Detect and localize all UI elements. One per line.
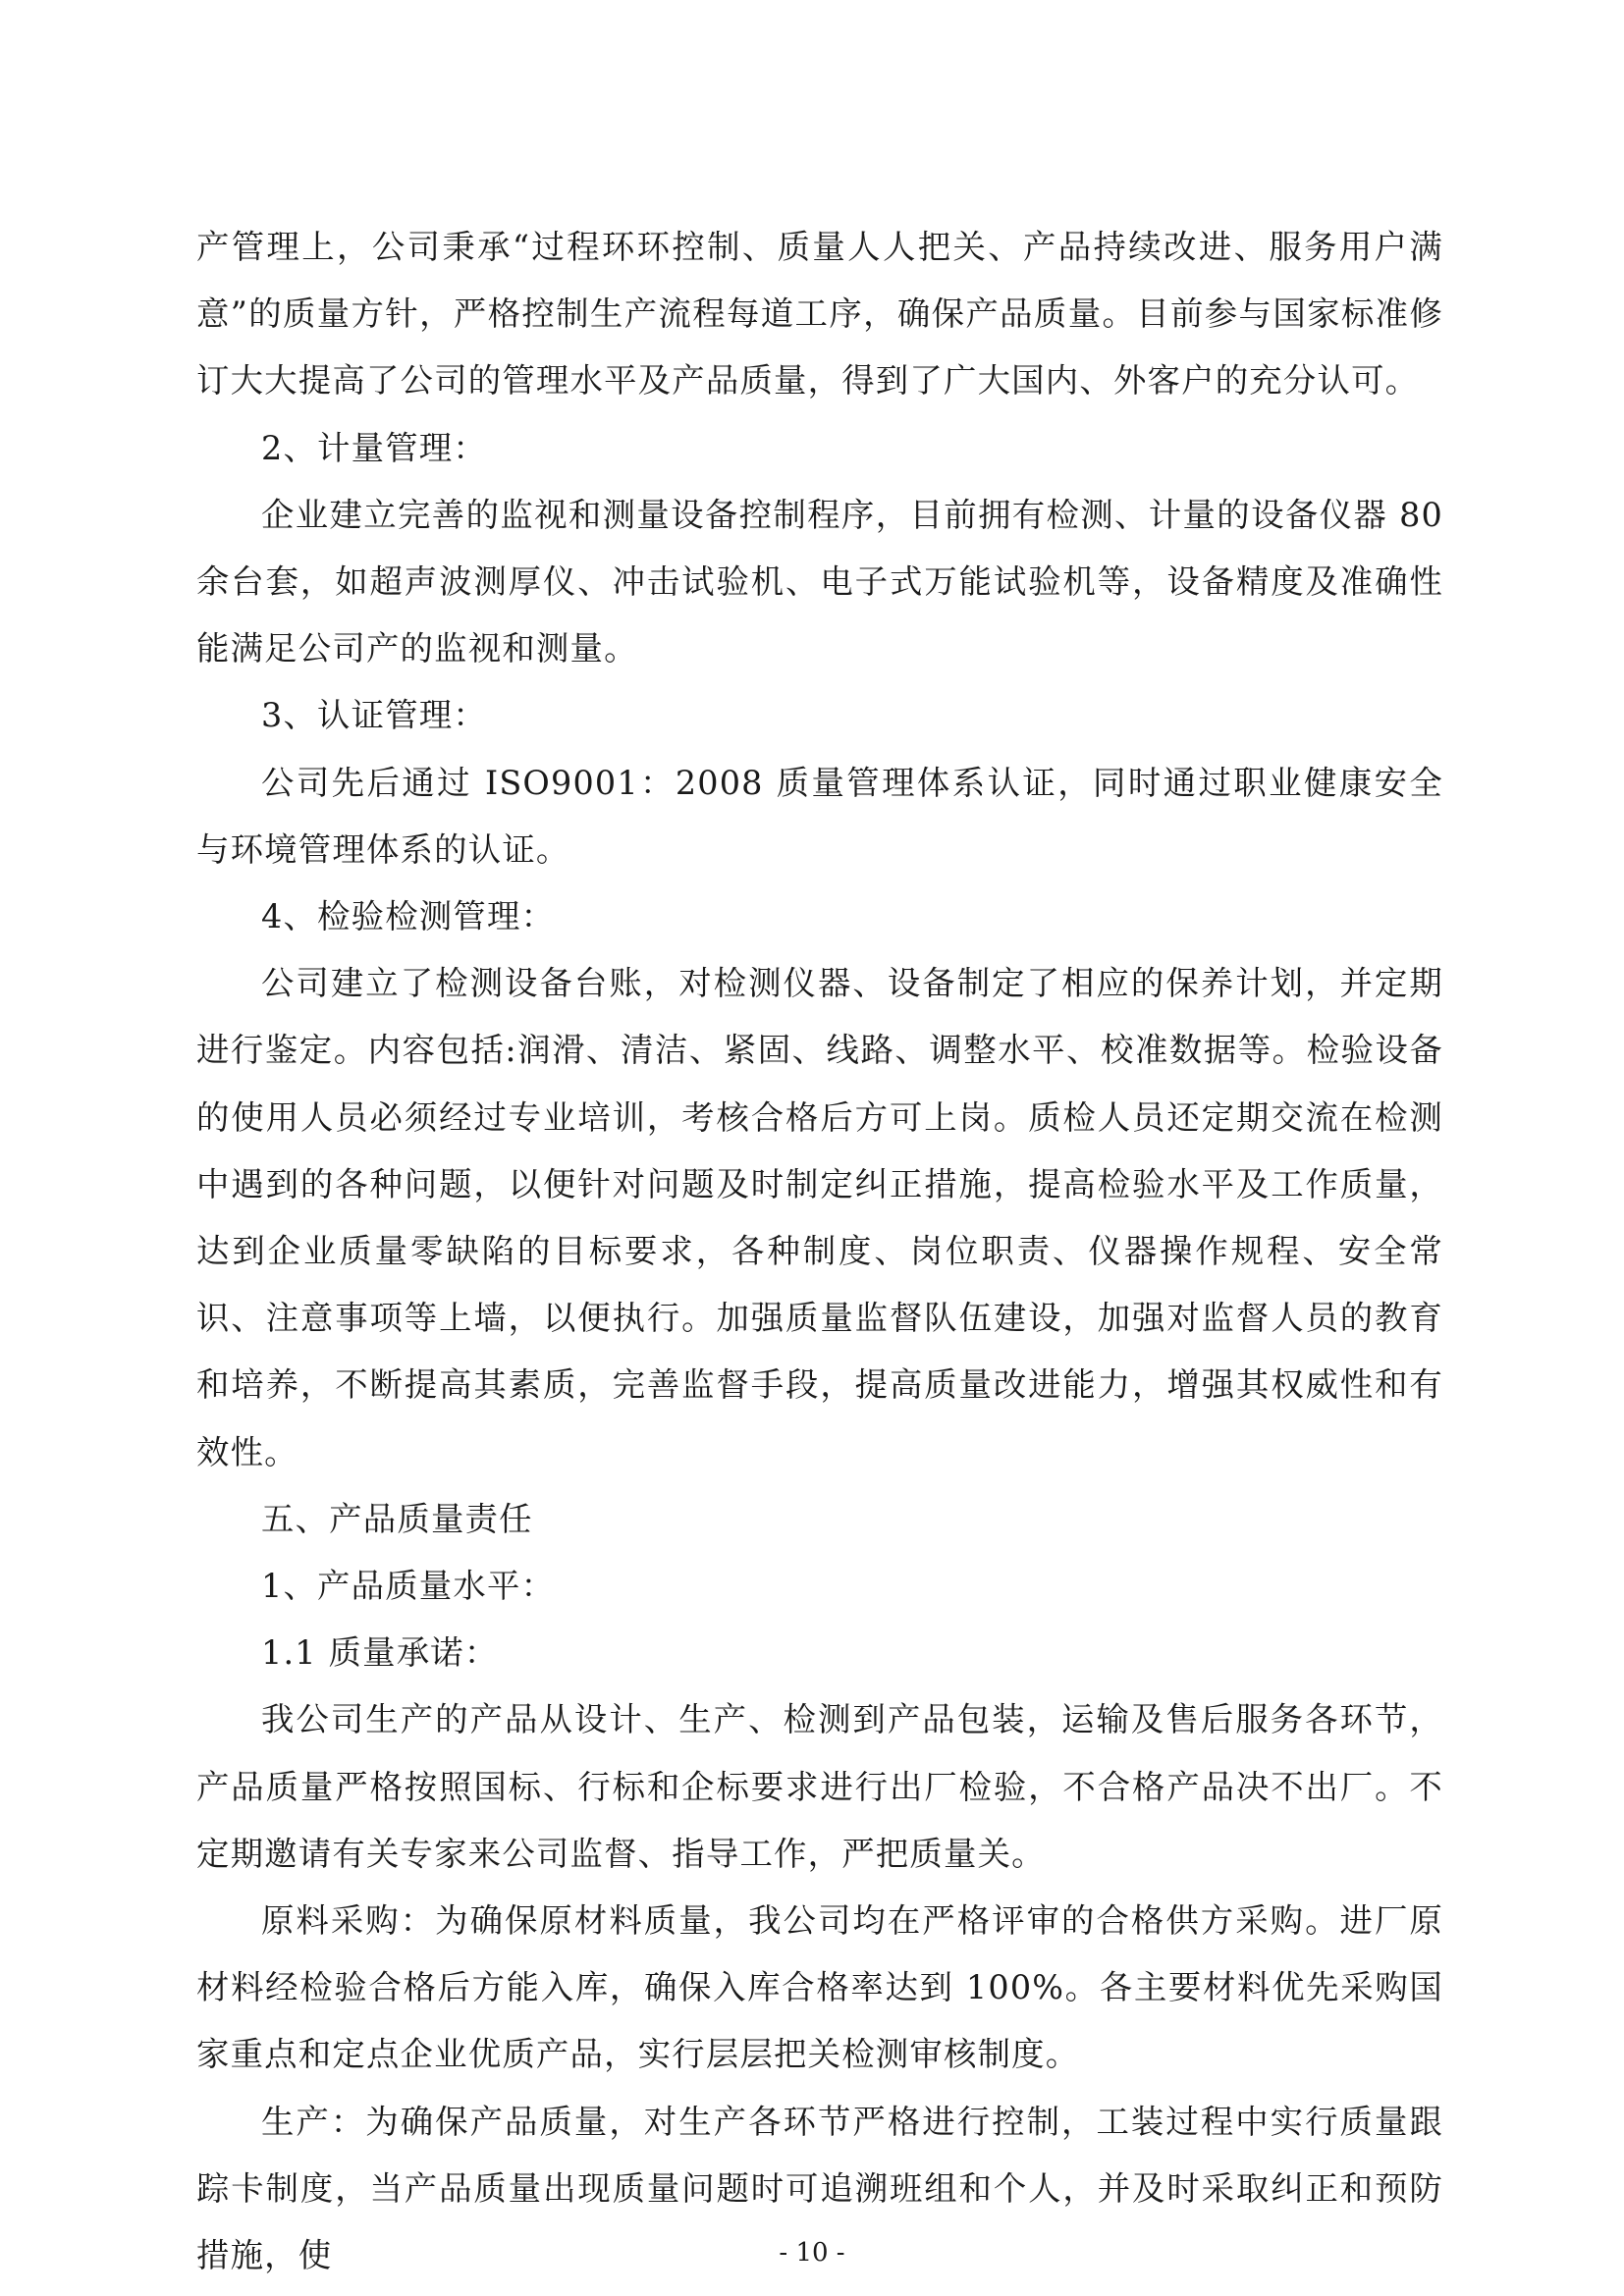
heading-metrology-management: 2、计量管理： (261, 428, 487, 467)
paragraph-raw-material-procurement: 原料采购：为确保原材料质量，我公司均在严格评审的合格供方采购。进厂原材料经检验合格后方能入库，确保入库合格率达到 100%。各主要材料优先采购国家重点和定点企业优质产品，实行层层把关检测审核制度。 (196, 1901, 1443, 2074)
heading-quality-commitment: 1.1 质量承诺： (261, 1633, 499, 1673)
paragraph-production-control: 生产：为确保产品质量，对生产各环节严格进行控制，工装过程中实行质量跟踪卡制度，当产品质量出现质量问题时可追溯班组和个人，并及时采取纠正和预防措施，使 (196, 2102, 1443, 2275)
paragraph-metrology-management: 企业建立完善的监视和测量设备控制程序，目前拥有检测、计量的设备仪器 80 余台套，如超声波测厚仪、冲击试验机、电子式万能试验机等，设备精度及准确性能满足公司产的监视和测量。 (196, 495, 1443, 668)
paragraph-quality-commitment: 我公司生产的产品从设计、生产、检测到产品包装，运输及售后服务各环节，产品质量严格按照国标、行标和企标要求进行出厂检验，不合格产品决不出厂。不定期邀请有关专家来公司监督、指导工作，严把质量关。 (196, 1700, 1443, 1873)
page-number: - 10 - (779, 2238, 845, 2268)
heading-product-quality-level: 1、产品质量水平： (261, 1567, 556, 1606)
paragraph-quality-policy: 产管理上，公司秉承“过程环环控制、质量人人把关、产品持续改进、服务用户满意”的质量方针，严格控制生产流程每道工序，确保产品质量。目前参与国家标准修订大大提高了公司的管理水平及产品质量，得到了广大国内、外客户的充分认可。 (196, 228, 1443, 400)
paragraph-inspection-management: 公司建立了检测设备台账，对检测仪器、设备制定了相应的保养计划，并定期进行鉴定。内容包括:润滑、清洁、紧固、线路、调整水平、校准数据等。检验设备的使用人员必须经过专业培训，考核合格后方可上岗。质检人员还定期交流在检测中遇到的各种问题，以便针对问题及时制定纠正措施，提高检验水平及工作质量，达到企业质量零缺陷的目标要求，各种制度、岗位职责、仪器操作规程、安全常识、注意事项等上墙，以便执行。加强质量监督队伍建设，加强对监督人员的教育和培养，不断提高其素质，完善监督手段，提高质量改进能力，增强其权威性和有效性。 (196, 964, 1443, 1471)
heading-inspection-management: 4、检验检测管理： (261, 897, 556, 936)
paragraph-certification-management: 公司先后通过 ISO9001：2008 质量管理体系认证，同时通过职业健康安全与环境管理体系的认证。 (196, 763, 1443, 869)
document-body (196, 214, 1443, 2289)
heading-certification-management: 3、认证管理： (261, 696, 487, 735)
heading-product-quality-responsibility: 五、产品质量责任 (261, 1499, 533, 1538)
